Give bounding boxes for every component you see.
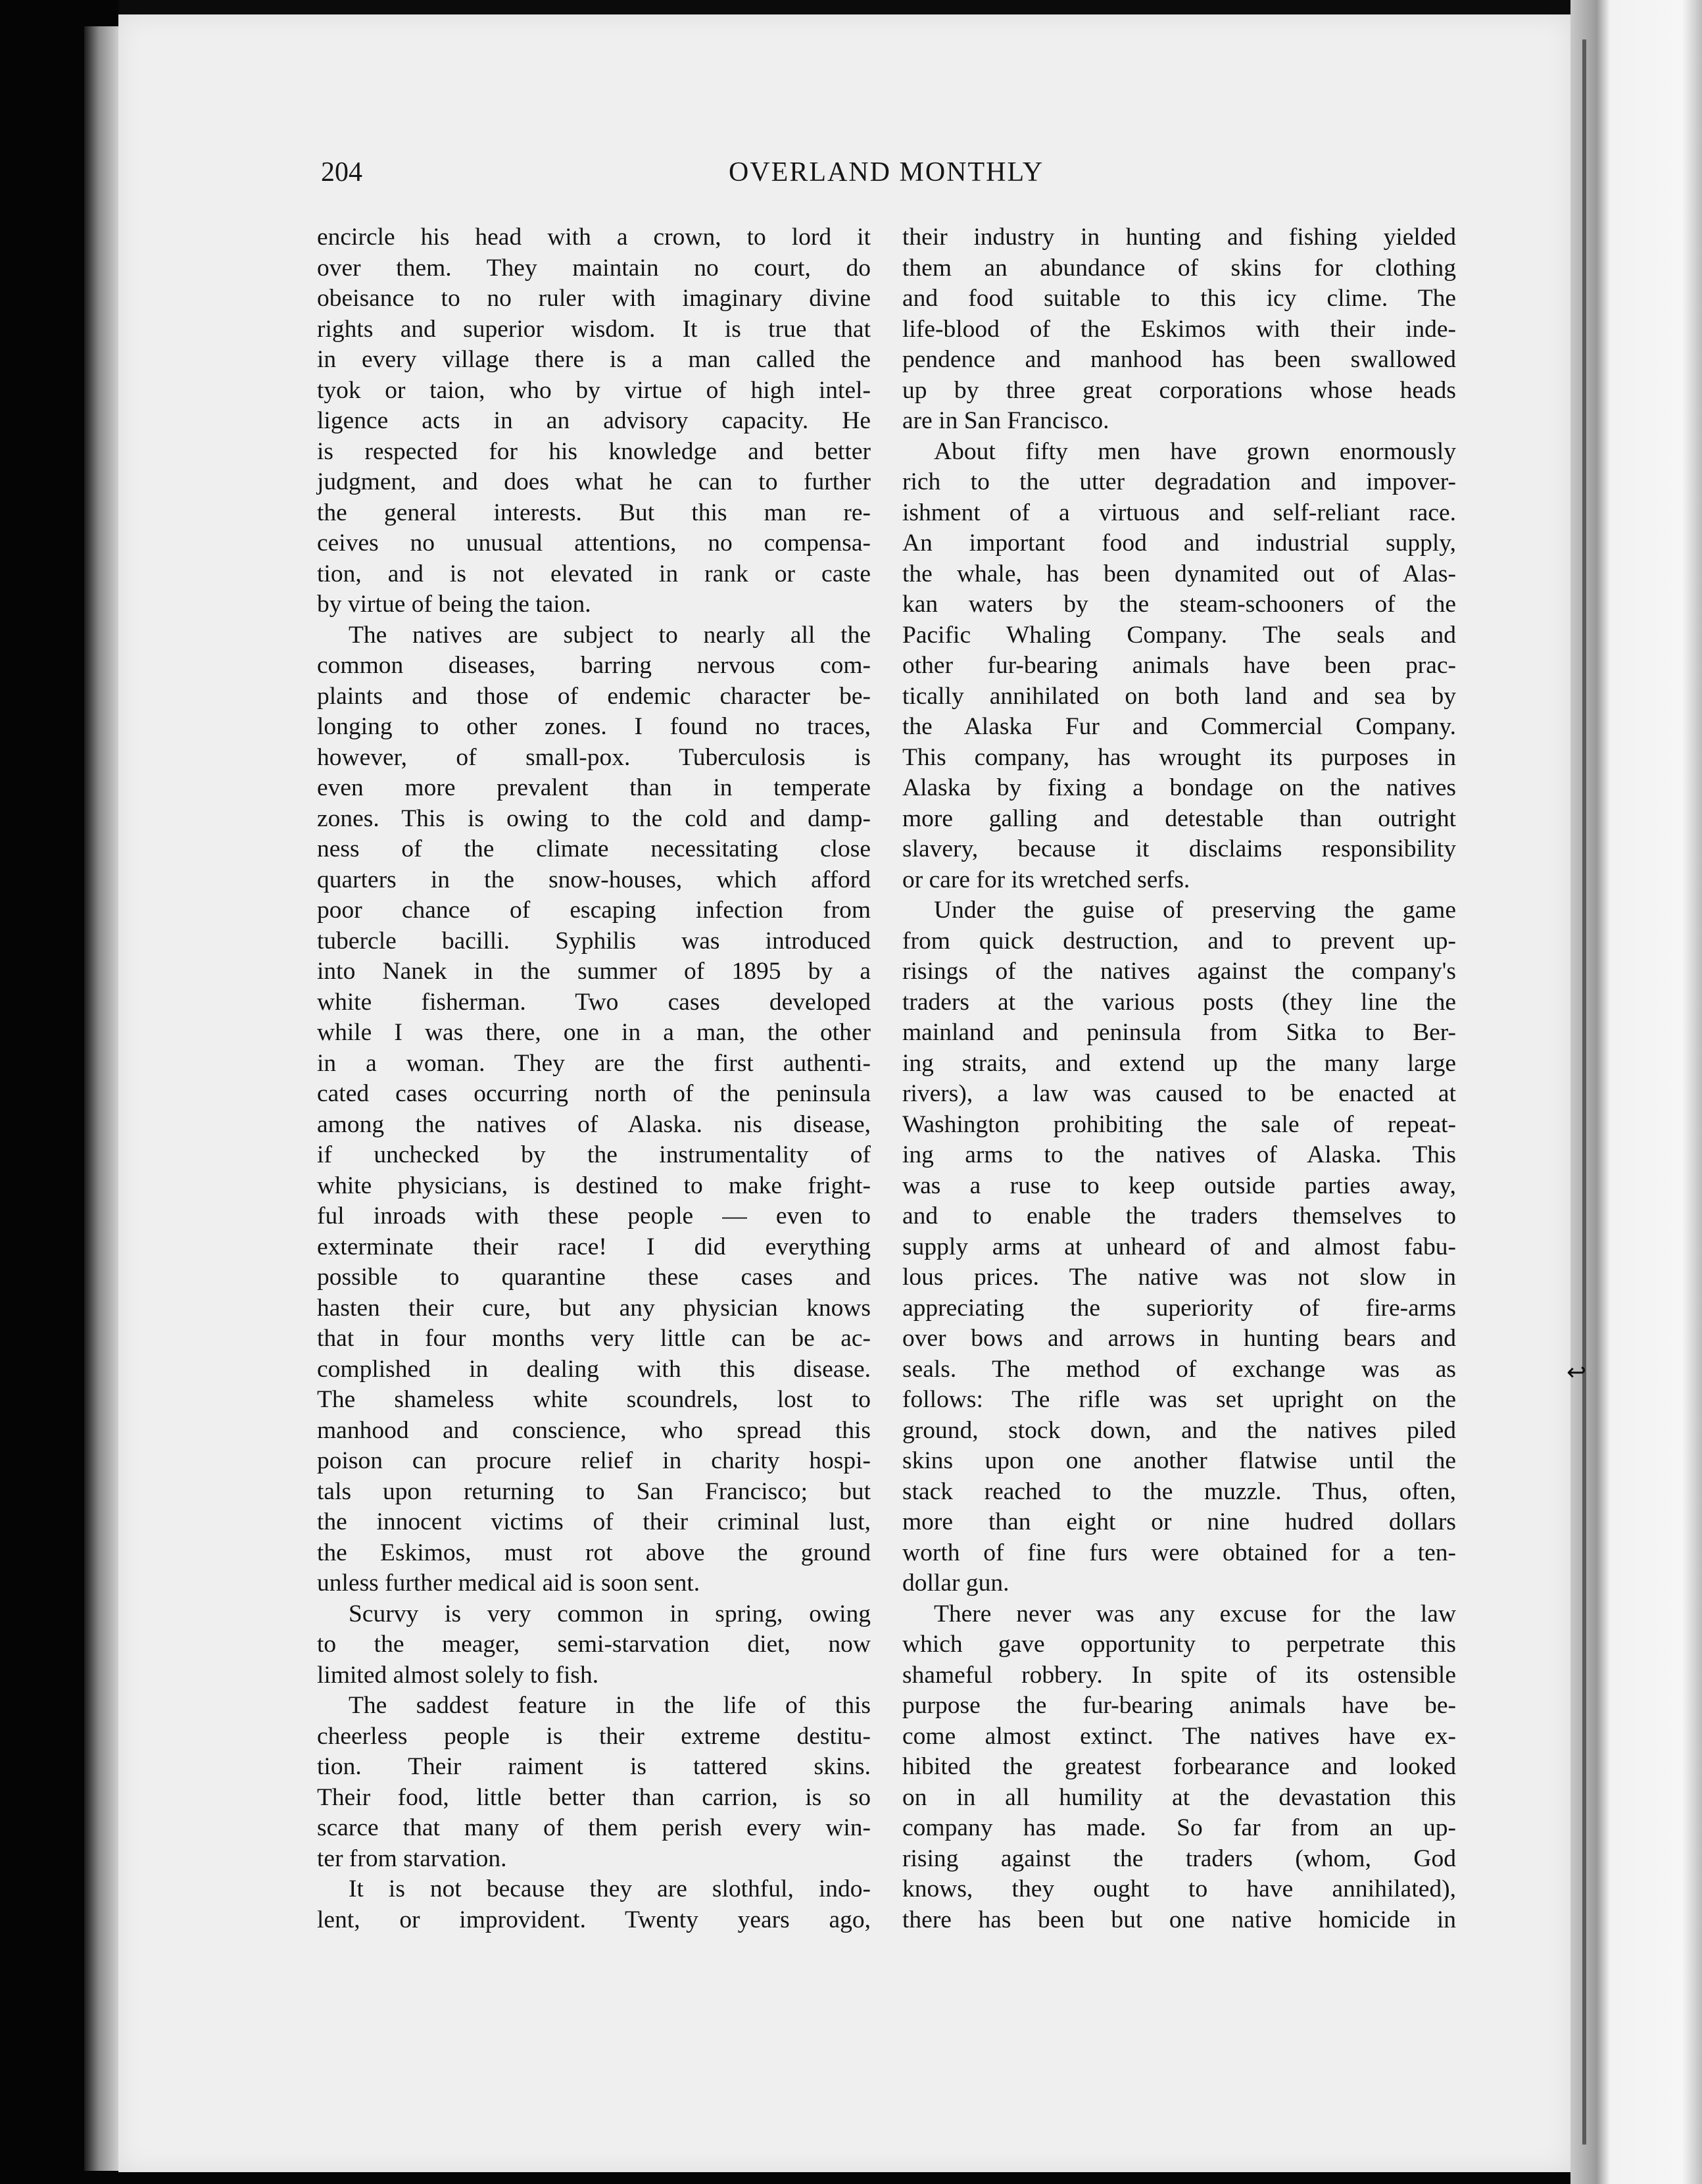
- text-line: the Eskimos, must rot above the ground: [317, 1539, 871, 1566]
- text-line: white fisherman. Two cases developed: [317, 988, 871, 1016]
- text-line: Scurvy is very common in spring, owing: [349, 1600, 871, 1627]
- page-number: 204: [321, 157, 362, 187]
- text-line: over them. They maintain no court, do: [317, 254, 871, 282]
- text-line: from quick destruction, and to prevent up-: [902, 927, 1456, 955]
- text-line: however, of small-pox. Tuberculosis is: [317, 743, 871, 771]
- text-line: ligence acts in an advisory capacity. He: [317, 407, 871, 434]
- text-line: the innocent victims of their criminal lust,: [317, 1508, 871, 1535]
- text-line: if unchecked by the instrumentality of: [317, 1141, 871, 1168]
- text-line: the whale, has been dynamited out of Alas-: [902, 560, 1456, 587]
- text-line: Their food, little better than carrion, is so: [317, 1783, 871, 1811]
- text-line: common diseases, barring nervous com-: [317, 652, 871, 679]
- text-line: tion. Their raiment is tattered skins.: [317, 1753, 871, 1780]
- text-line: that in four months very little can be ac-: [317, 1325, 871, 1352]
- text-line: cheerless people is their extreme destitu-: [317, 1722, 871, 1750]
- margin-arrow-mark: ↩: [1567, 1359, 1587, 1386]
- text-line: An important food and industrial supply,: [902, 530, 1456, 557]
- text-line: tically annihilated on both land and sea by: [902, 682, 1456, 710]
- text-line: even more prevalent than in temperate: [317, 774, 871, 801]
- text-line: It is not because they are slothful, indo-: [349, 1875, 871, 1902]
- text-line: Pacific Whaling Company. The seals and: [902, 621, 1456, 649]
- text-line: traders at the various posts (they line the: [902, 988, 1456, 1016]
- text-line: tubercle bacilli. Syphilis was introduced: [317, 927, 871, 955]
- journal-title: OVERLAND MONTHLY: [729, 157, 1044, 187]
- text-line: mainland and peninsula from Sitka to Ber-: [902, 1019, 1456, 1046]
- text-line: while I was there, one in a man, the other: [317, 1019, 871, 1046]
- text-line: which gave opportunity to perpetrate this: [902, 1631, 1456, 1658]
- text-line: seals. The method of exchange was as: [902, 1355, 1456, 1383]
- text-line: to the meager, semi-starvation diet, now: [317, 1631, 871, 1658]
- text-line: and food suitable to this icy clime. The: [902, 285, 1456, 312]
- right-text-column: [902, 222, 1456, 1935]
- text-line: up by three great corporations whose heads: [902, 376, 1456, 404]
- text-line: over bows and arrows in hunting bears and: [902, 1325, 1456, 1352]
- text-line: cated cases occurring north of the peninsula: [317, 1080, 871, 1107]
- text-line: The saddest feature in the life of this: [349, 1692, 871, 1719]
- text-line: worth of fine furs were obtained for a ten-: [902, 1539, 1456, 1566]
- text-line: the general interests. But this man re-: [317, 499, 871, 526]
- text-line: ishment of a virtuous and self-reliant race.: [902, 499, 1456, 526]
- text-line: tion, and is not elevated in rank or caste: [317, 560, 871, 587]
- text-line: white physicians, is destined to make fright-: [317, 1172, 871, 1199]
- text-line: come almost extinct. The natives have ex-: [902, 1722, 1456, 1750]
- text-line: pendence and manhood has been swallowed: [902, 346, 1456, 373]
- text-line: life-blood of the Eskimos with their inde-: [902, 315, 1456, 343]
- left-page-edge: [84, 26, 121, 2171]
- text-line: The shameless white scoundrels, lost to: [317, 1386, 871, 1413]
- text-line: follows: The rifle was set upright on the: [902, 1386, 1456, 1413]
- text-line: limited almost solely to fish.: [317, 1661, 599, 1689]
- text-line: risings of the natives against the company's: [902, 958, 1456, 985]
- text-line: into Nanek in the summer of 1895 by a: [317, 958, 871, 985]
- running-head: [0, 157, 1702, 196]
- text-line: is respected for his knowledge and better: [317, 437, 871, 465]
- text-line: appreciating the superiority of fire-arms: [902, 1294, 1456, 1322]
- text-line: longing to other zones. I found no traces,: [317, 713, 871, 740]
- text-line: their industry in hunting and fishing yielded: [902, 224, 1456, 251]
- text-line: among the natives of Alaska. nis disease,: [317, 1110, 871, 1138]
- text-line: ter from starvation.: [317, 1845, 507, 1872]
- text-line: poor chance of escaping infection from: [317, 897, 871, 924]
- text-line: scarce that many of them perish every win-: [317, 1814, 871, 1841]
- text-line: lent, or improvident. Twenty years ago,: [317, 1906, 871, 1933]
- text-line: dollar gun.: [902, 1570, 1009, 1597]
- text-line: tals upon returning to San Francisco; but: [317, 1477, 871, 1505]
- text-line: skins upon one another flatwise until the: [902, 1447, 1456, 1474]
- text-line: or care for its wretched serfs.: [902, 866, 1190, 893]
- text-line: company has made. So far from an up-: [902, 1814, 1456, 1841]
- text-line: encircle his head with a crown, to lord it: [317, 224, 871, 251]
- text-line: ful inroads with these people — even to: [317, 1203, 871, 1229]
- text-line: unless further medical aid is soon sent.: [317, 1570, 700, 1597]
- text-line: hibited the greatest forbearance and looked: [902, 1753, 1456, 1780]
- text-line: them an abundance of skins for clothing: [902, 254, 1456, 282]
- text-line: The natives are subject to nearly all the: [349, 621, 871, 649]
- text-line: poison can procure relief in charity hospi-: [317, 1447, 871, 1474]
- text-line: more galling and detestable than outright: [902, 805, 1456, 832]
- text-line: the Alaska Fur and Commercial Company.: [902, 713, 1456, 740]
- text-line: ness of the climate necessitating close: [317, 835, 871, 862]
- text-line: manhood and conscience, who spread this: [317, 1416, 871, 1444]
- right-page-edge: [1570, 0, 1702, 2184]
- text-line: quarters in the snow-houses, which afford: [317, 866, 871, 893]
- text-line: kan waters by the steam-schooners of the: [902, 591, 1456, 618]
- text-line: by virtue of being the taion.: [317, 591, 591, 618]
- text-line: on in all humility at the devastation this: [902, 1783, 1456, 1811]
- text-line: was a ruse to keep outside parties away,: [902, 1172, 1456, 1199]
- text-line: tyok or taion, who by virtue of high intel-: [317, 376, 871, 404]
- text-line: hasten their cure, but any physician knows: [317, 1294, 871, 1322]
- page-fold-line: [1582, 39, 1586, 2145]
- text-line: Under the guise of preserving the game: [934, 897, 1456, 924]
- text-line: lous prices. The native was not slow in: [902, 1264, 1456, 1291]
- text-line: ing straits, and extend up the many large: [902, 1049, 1456, 1077]
- text-line: Alaska by fixing a bondage on the natives: [902, 774, 1456, 801]
- text-line: stack reached to the muzzle. Thus, often,: [902, 1477, 1456, 1505]
- text-line: ing arms to the natives of Alaska. This: [902, 1141, 1456, 1168]
- scan-top-border: [118, 0, 1702, 14]
- text-line: zones. This is owing to the cold and damp-: [317, 805, 871, 832]
- text-line: purpose the fur-bearing animals have be-: [902, 1692, 1456, 1719]
- text-line: slavery, because it disclaims responsibility: [902, 835, 1456, 862]
- text-line: obeisance to no ruler with imaginary divine: [317, 285, 871, 312]
- text-line: are in San Francisco.: [902, 407, 1109, 434]
- text-line: supply arms at unheard of and almost fabu-: [902, 1233, 1456, 1260]
- text-line: exterminate their race! I did everything: [317, 1233, 871, 1260]
- text-line: rivers), a law was caused to be enacted at: [902, 1080, 1456, 1107]
- text-line: plaints and those of endemic character be-: [317, 682, 871, 710]
- text-line: There never was any excuse for the law: [934, 1600, 1456, 1627]
- text-line: ground, stock down, and the natives piled: [902, 1416, 1456, 1444]
- text-line: This company, has wrought its purposes in: [902, 743, 1456, 771]
- text-line: and to enable the traders themselves to: [902, 1203, 1456, 1229]
- text-line: complished in dealing with this disease.: [317, 1355, 871, 1383]
- text-line: possible to quarantine these cases and: [317, 1264, 871, 1291]
- text-line: rich to the utter degradation and impover-: [902, 468, 1456, 495]
- text-line: judgment, and does what he can to further: [317, 468, 871, 495]
- left-text-column: [317, 222, 871, 1935]
- text-line: ceives no unusual attentions, no compensa-: [317, 530, 871, 557]
- text-line: there has been but one native homicide in: [902, 1906, 1456, 1933]
- text-line: more than eight or nine hudred dollars: [902, 1508, 1456, 1535]
- text-line: About fifty men have grown enormously: [934, 437, 1456, 465]
- text-line: in every village there is a man called the: [317, 346, 871, 373]
- text-line: other fur-bearing animals have been prac-: [902, 652, 1456, 679]
- text-line: rising against the traders (whom, God: [902, 1845, 1456, 1872]
- text-line: shameful robbery. In spite of its ostensible: [902, 1661, 1456, 1689]
- text-line: rights and superior wisdom. It is true that: [317, 315, 871, 343]
- text-line: Washington prohibiting the sale of repeat-: [902, 1110, 1456, 1138]
- text-line: in a woman. They are the first authenti-: [317, 1049, 871, 1077]
- text-line: knows, they ought to have annihilated),: [902, 1875, 1456, 1902]
